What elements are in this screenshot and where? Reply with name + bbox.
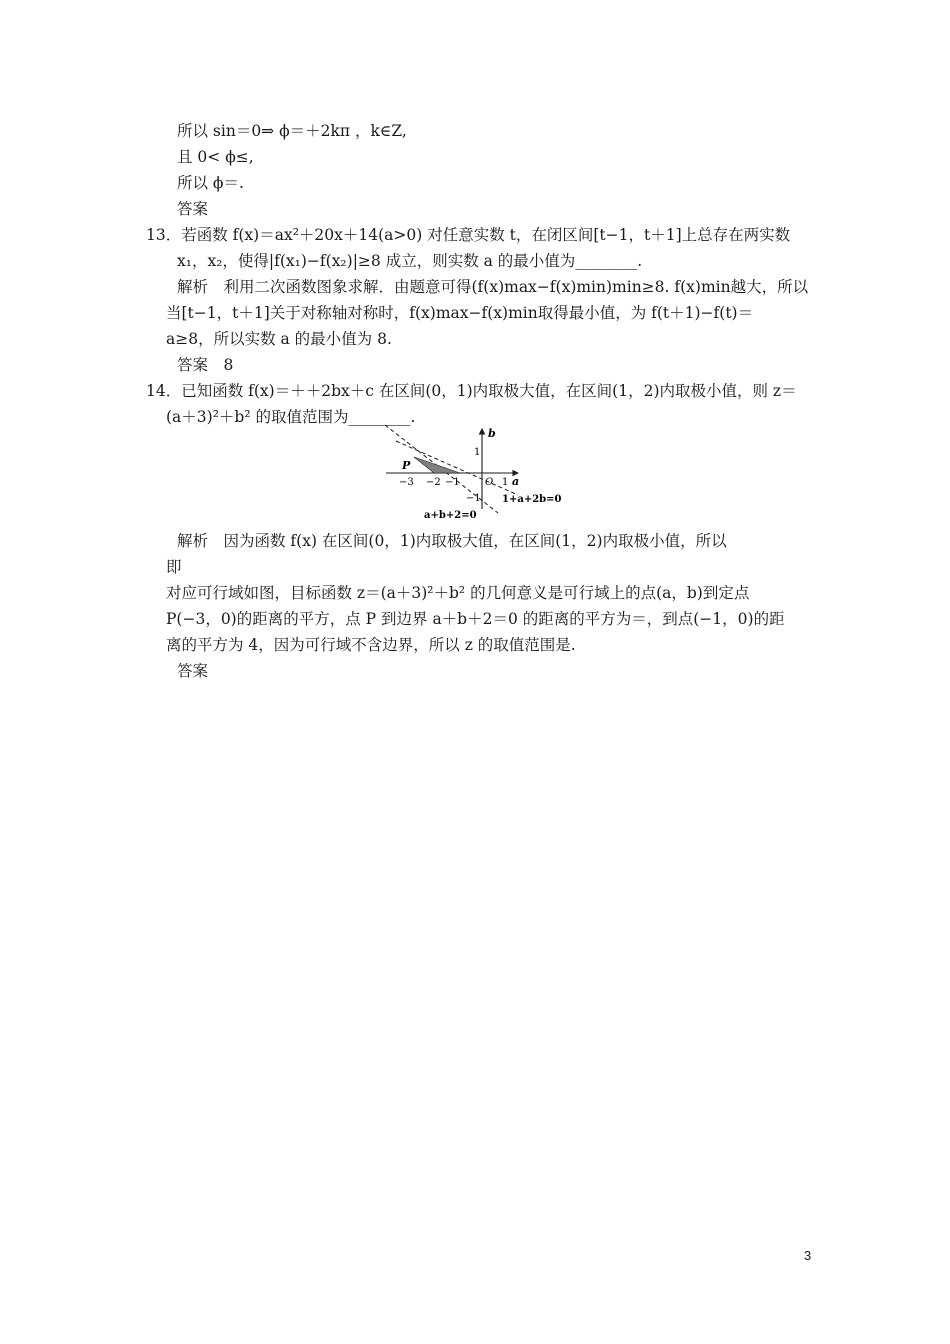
- page-number: 3: [804, 1248, 812, 1263]
- answer-label: 答案: [177, 662, 209, 680]
- tick-label: −1: [466, 493, 481, 504]
- solution-line: 解析 因为函数 f(x) 在区间(0，1)内取极大值，在区间(1，2)内取极小值，所以: [177, 532, 727, 550]
- answer-label: 答案: [177, 200, 209, 218]
- line-label: 1+a+2b=0: [502, 494, 562, 505]
- tick-label: 1: [502, 477, 509, 488]
- origin-label: O: [485, 477, 494, 488]
- solution-line: 离的平方为 4，因为可行域不含边界，所以 z 的取值范围是.: [166, 636, 576, 654]
- solution-line: 对应可行域如图，目标函数 z＝(a＋3)²＋b² 的几何意义是可行域上的点(a，b)到定点: [166, 584, 750, 602]
- solution-line: 当[t−1，t＋1]关于对称轴对称时，f(x)max−f(x)min取得最小值，为 f(t＋1)−f(t)＝: [166, 304, 754, 322]
- tick-label: −2: [426, 477, 441, 488]
- point-p-label: P: [402, 459, 411, 472]
- problem-14-line: 14．已知函数 f(x)＝＋＋2bx＋c 在区间(0，1)内取极大值，在区间(1，2)内取极小值，则 z＝: [146, 382, 797, 400]
- solution-line: 解析 利用二次函数图象求解．由题意可得(f(x)max−f(x)min)min≥8. f(x)min越大，所以: [177, 278, 809, 296]
- solution-line: 即: [166, 558, 182, 576]
- feasible-region-figure: [380, 423, 580, 525]
- axis-a-label: a: [512, 475, 520, 488]
- text-line: 所以 ϕ＝.: [177, 174, 244, 192]
- problem-13-line: x₁，x₂，使得|f(x₁)−f(x₂)|≥8 成立，则实数 a 的最小值为________.: [177, 252, 643, 270]
- tick-label: −1: [445, 477, 460, 488]
- tick-label: −3: [399, 477, 414, 488]
- axis-b-label: b: [488, 427, 496, 440]
- answer-label: 答案 8: [177, 356, 234, 374]
- tick-label: 1: [474, 447, 481, 458]
- text-line: 所以 sin＝0⇒ ϕ＝＋2kπ ，k∈Z,: [177, 122, 407, 140]
- line-label: a+b+2=0: [424, 510, 477, 521]
- problem-14-line: (a＋3)²＋b² 的取值范围为________.: [166, 408, 416, 426]
- problem-13-line: 13．若函数 f(x)＝ax²＋20x＋14(a>0) 对任意实数 t，在闭区间[t−1，t＋1]上总存在两实数: [146, 226, 791, 244]
- solution-line: a≥8，所以实数 a 的最小值为 8.: [166, 330, 392, 348]
- text-line: 且 0< ϕ≤,: [177, 148, 254, 166]
- solution-line: P(−3，0)的距离的平方，点 P 到边界 a＋b＋2＝0 的距离的平方为＝，到点(−1，0)的距: [166, 610, 785, 628]
